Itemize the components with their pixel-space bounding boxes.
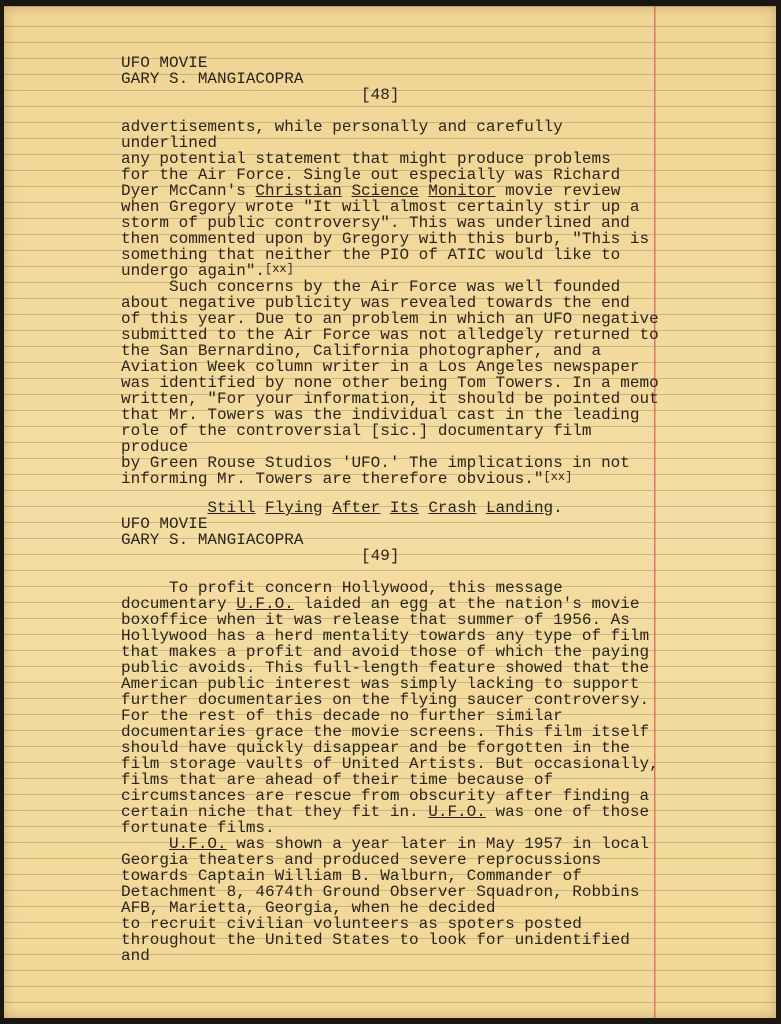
text-line xyxy=(121,516,659,532)
line-text: certain niche that they fit in. xyxy=(121,803,429,821)
text-line xyxy=(121,391,659,407)
text-line xyxy=(121,71,659,87)
line-text: [49] xyxy=(121,547,400,565)
line-text: undergo again". xyxy=(121,262,266,280)
line-text: role of the controversial [sic.] documentary film xyxy=(121,422,592,440)
line-text: towards Captain William B. Walburn, Commander of xyxy=(121,867,582,885)
line-text: produce xyxy=(121,438,189,456)
line-text: UFO MOVIE xyxy=(121,515,208,533)
text-line xyxy=(121,183,659,199)
text-line xyxy=(121,423,659,439)
line-text: Dyer McCann's xyxy=(121,182,256,200)
text-line xyxy=(121,676,659,692)
line-text: boxoffice when it was release that summer of 1956. As xyxy=(121,611,630,629)
page-48-text xyxy=(121,55,659,487)
text-line xyxy=(121,455,659,471)
page-49-text xyxy=(121,500,659,964)
text-line xyxy=(121,612,659,628)
text-line xyxy=(121,804,659,820)
underlined-text: Christian xyxy=(255,182,342,200)
line-text: submitted to the Air Force was not alledgely returned to xyxy=(121,326,659,344)
line-text xyxy=(380,500,390,516)
text-line xyxy=(121,916,659,932)
text-line xyxy=(121,820,659,836)
text-line xyxy=(121,548,659,564)
text-line xyxy=(121,948,659,964)
text-line xyxy=(121,167,659,183)
line-text: when Gregory wrote "It will almost certainly stir up a xyxy=(121,198,640,216)
line-text: written, "For your information, it should be pointed out xyxy=(121,390,659,408)
line-text xyxy=(323,500,333,516)
line-text: for the Air Force. Single out especially was Richard xyxy=(121,166,621,184)
line-text: was one of those xyxy=(485,803,650,821)
underlined-text: U.F.O. xyxy=(169,835,227,853)
underlined-text: Its xyxy=(389,499,419,517)
text-line xyxy=(121,471,659,487)
line-text xyxy=(476,500,486,516)
text-line xyxy=(121,343,659,359)
line-text: Aviation Week column writer in a Los Angeles newspaper xyxy=(121,358,640,376)
line-text: For the rest of this decade no further similar xyxy=(121,707,563,725)
line-text: the San Bernardino, California photographer, and a xyxy=(121,342,602,360)
line-text: AFB, Marietta, Georgia, when he decided xyxy=(121,899,496,917)
line-text: film storage vaults of United Artists. But occasionally, xyxy=(121,755,659,773)
text-line xyxy=(121,644,659,660)
line-text: To profit concern Hollywood, this message xyxy=(121,579,563,597)
underlined-text: Crash xyxy=(428,499,477,517)
line-text: something that neither the PIO of ATIC would like to xyxy=(121,246,621,264)
text-line xyxy=(121,724,659,740)
line-text xyxy=(342,183,352,199)
text-line xyxy=(121,55,659,71)
text-line xyxy=(121,439,659,455)
text-line xyxy=(121,756,659,772)
line-text: advertisements, while personally and carefully xyxy=(121,118,563,136)
underlined-text: Monitor xyxy=(428,182,496,200)
line-text: was identified by none other being Tom Towers. In a memo xyxy=(121,374,659,392)
text-line xyxy=(121,231,659,247)
text-line xyxy=(121,868,659,884)
underlined-text: Flying xyxy=(265,499,323,517)
text-line xyxy=(121,359,659,375)
line-text: underlined xyxy=(121,134,218,152)
line-text: any potential statement that might produce problems xyxy=(121,150,611,168)
line-text: was shown a year later in May 1957 in local xyxy=(226,835,650,853)
line-text: movie review xyxy=(495,182,621,200)
line-text: documentary xyxy=(121,595,237,613)
line-text: laided an egg at the nation's movie xyxy=(293,595,640,613)
underlined-text: Still xyxy=(207,499,256,517)
line-text: storm of public controversy". This was underlined and xyxy=(121,214,630,232)
text-line xyxy=(121,87,659,103)
text-line xyxy=(121,884,659,900)
line-text: should have quickly disappear and be forgotten in the xyxy=(121,739,630,757)
underlined-text: Science xyxy=(351,182,419,200)
line-text: public avoids. This full-length feature showed that the xyxy=(121,659,650,677)
line-text xyxy=(419,500,429,516)
text-line xyxy=(121,215,659,231)
line-text: . xyxy=(553,499,563,517)
text-line xyxy=(121,103,659,119)
line-text: fortunate films. xyxy=(121,819,275,837)
text-line xyxy=(121,247,659,263)
underlined-text: Landing xyxy=(485,499,554,517)
line-text: American public interest was simply lacking to support xyxy=(121,675,640,693)
underlined-text: After xyxy=(332,499,381,517)
text-line xyxy=(121,740,659,756)
line-text xyxy=(121,836,169,852)
text-line xyxy=(121,564,659,580)
line-text: Detachment 8, 4674th Ground Observer Squadron, Robbins xyxy=(121,883,640,901)
line-text: to recruit civilian volunteers as spoters posted xyxy=(121,915,582,933)
text-line xyxy=(121,596,659,612)
line-text: documentaries grace the movie screens. This film itself xyxy=(121,723,650,741)
line-text: GARY S. MANGIACOPRA xyxy=(121,531,304,549)
footnote-marker: [xx] xyxy=(265,262,294,276)
line-text: and xyxy=(121,947,150,965)
line-text: GARY S. MANGIACOPRA xyxy=(121,70,304,88)
text-line xyxy=(121,532,659,548)
text-line xyxy=(121,628,659,644)
line-text: circumstances are rescue from obscurity after finding a xyxy=(121,787,650,805)
line-text: about negative publicity was revealed towards the end xyxy=(121,294,630,312)
line-text: that makes a profit and avoid those of which the paying xyxy=(121,643,650,661)
line-text: informing Mr. Towers are therefore obvious." xyxy=(121,470,544,488)
underlined-text: U.F.O. xyxy=(236,595,294,613)
text-line xyxy=(121,375,659,391)
text-line xyxy=(121,151,659,167)
text-line xyxy=(121,295,659,311)
line-text xyxy=(255,500,265,516)
line-text: of this year. Due to an problem in which an UFO negative xyxy=(121,310,659,328)
footnote-marker: [xx] xyxy=(543,470,573,484)
line-text: films that are ahead of their time because of xyxy=(121,771,554,789)
line-text: Georgia theaters and produced severe reprocussions xyxy=(121,851,602,869)
text-line xyxy=(121,407,659,423)
underlined-text: U.F.O. xyxy=(428,803,486,821)
text-line xyxy=(121,500,659,516)
text-line xyxy=(121,279,659,295)
line-text: UFO MOVIE xyxy=(121,54,208,72)
text-line xyxy=(121,135,659,151)
text-line xyxy=(121,708,659,724)
line-text: [48] xyxy=(121,86,400,104)
text-line xyxy=(121,311,659,327)
text-line xyxy=(121,119,659,135)
text-line xyxy=(121,660,659,676)
line-text xyxy=(121,500,207,516)
line-text: that Mr. Towers was the individual cast in the leading xyxy=(121,406,640,424)
text-line xyxy=(121,900,659,916)
text-line xyxy=(121,199,659,215)
text-line xyxy=(121,852,659,868)
text-line xyxy=(121,788,659,804)
text-line xyxy=(121,772,659,788)
text-line xyxy=(121,932,659,948)
text-line xyxy=(121,836,659,852)
line-text: throughout the United States to look for unidentified xyxy=(121,931,630,949)
text-line xyxy=(121,263,659,279)
line-text: Hollywood has a herd mentality towards any type of film xyxy=(121,627,650,645)
text-line xyxy=(121,580,659,596)
line-text: further documentaries on the flying saucer controversy. xyxy=(121,691,650,709)
text-line xyxy=(121,692,659,708)
text-line xyxy=(121,327,659,343)
line-text: Such concerns by the Air Force was well founded xyxy=(121,278,621,296)
line-text xyxy=(419,183,429,199)
line-text: then commented upon by Gregory with this burb, "This is xyxy=(121,230,650,248)
line-text: by Green Rouse Studios 'UFO.' The implications in not xyxy=(121,454,630,472)
